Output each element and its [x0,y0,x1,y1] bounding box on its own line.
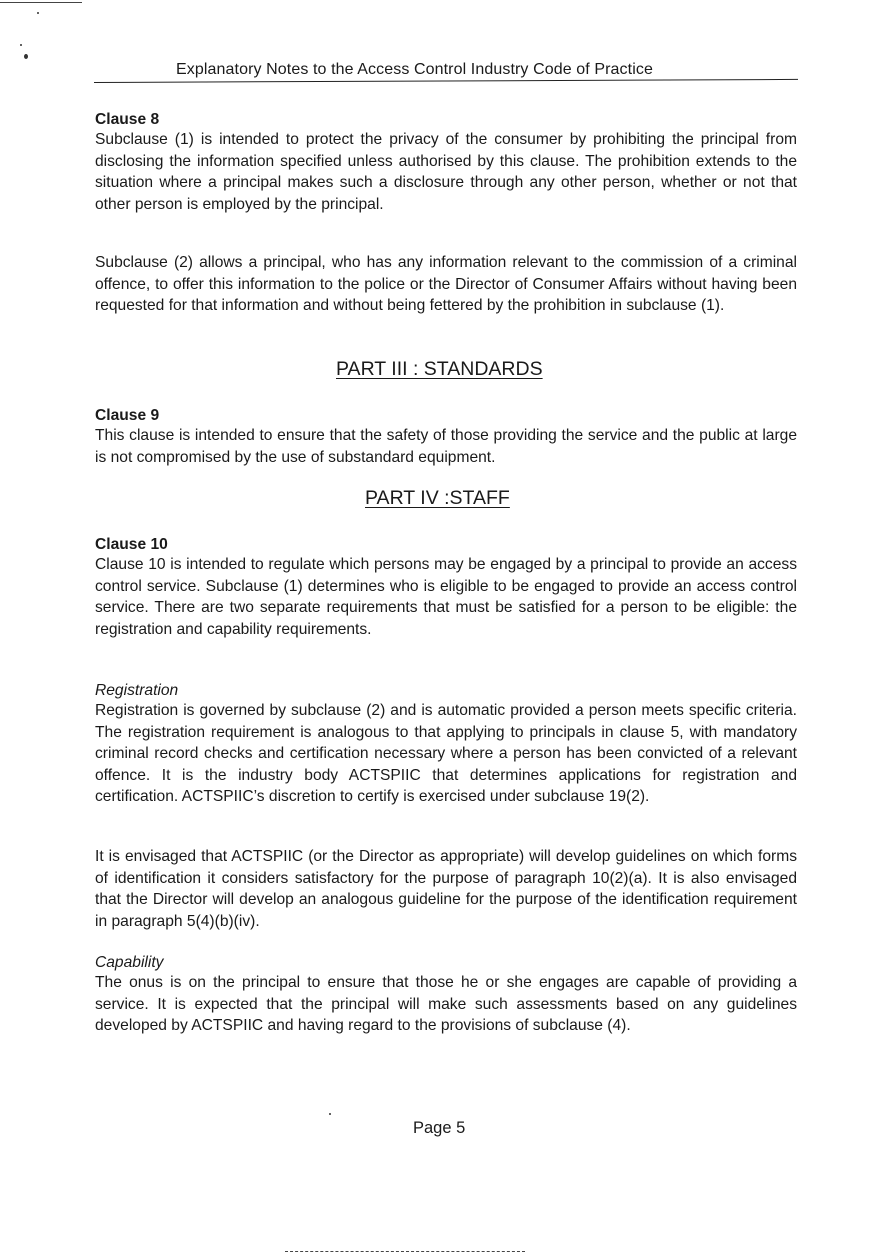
clause-8-section [95,110,797,215]
scan-artifact-speck [20,44,22,46]
scan-artifact-speck [329,1113,331,1115]
clause-8-paragraph-2: Subclause (2) allows a principal, who has any information relevant to the commission of a criminal offence, to offer this information to the police or the Director of Consumer Affairs without having been requested for that information and without being fettered by the prohibition in subclause (1). [95,254,797,314]
clause-10-heading: Clause 10 [95,536,168,553]
scan-artifact-line [0,2,82,3]
capability-heading: Capability [95,954,164,971]
capability-section [95,953,797,1037]
page-number: Page 5 [413,1119,466,1137]
clause-9-paragraph-1: This clause is intended to ensure that the safety of those providing the service and the public at large is not compromised by the use of substandard equipment. [95,427,797,466]
clause-9-section [95,406,797,468]
clause-9-heading: Clause 9 [95,407,160,424]
clause-8-paragraph-1: Subclause (1) is intended to protect the privacy of the consumer by prohibiting the principal from disclosing the information specified unless authorised by this clause. The prohibition extends to the situation where a principal makes such a disclosure through any other person, whether or not that other person is employed by the principal. [95,131,797,213]
capability-paragraph-1: The onus is on the principal to ensure that those he or she engages are capable of providing a service. It is expected that the principal will make such assessments based on any guidelines developed by ACTSPIIC and having regard to the provisions of subclause (4). [95,974,797,1034]
part-4-heading: PART IV :STAFF [365,487,510,509]
clause-8-paragraph-2-block [95,252,797,317]
scan-artifact-line [285,1251,525,1252]
running-header: Explanatory Notes to the Access Control Industry Code of Practice [176,61,653,78]
clause-10-paragraph-1: Clause 10 is intended to regulate which persons may be engaged by a principal to provide an access control service. Subclause (1) determines who is eligible to be engaged to provide an access control service. There are two separate requirements that must be satisfied for a person to be eligible: the registration and capability requirements. [95,556,797,638]
registration-section [95,681,797,808]
scan-artifact-speck [37,12,39,14]
clause-8-heading: Clause 8 [95,111,160,128]
clause-10-section [95,535,797,640]
registration-paragraph-2-block [95,846,797,932]
header-rule [94,79,798,83]
scan-artifact-speck [24,54,28,59]
registration-heading: Registration [95,682,179,699]
registration-paragraph-1: Registration is governed by subclause (2) and is automatic provided a person meets specific criteria. The registration requirement is analogous to that applying to principals in clause 5, with mandatory criminal record checks and certification necessary where a person has been convicted of a relevant offence. It is the industry body ACTSPIIC that determines applications for registration and certification. ACTSPIIC’s discretion to certify is exercised under subclause 19(2). [95,702,797,805]
registration-paragraph-2: It is envisaged that ACTSPIIC (or the Director as appropriate) will develop guidelines on which forms of identification it considers satisfactory for the purpose of paragraph 10(2)(a). It is also envisaged that the Director will develop an analogous guideline for the purpose of the identification requirement in paragraph 5(4)(b)(iv). [95,848,797,930]
part-3-heading: PART III : STANDARDS [336,358,543,380]
